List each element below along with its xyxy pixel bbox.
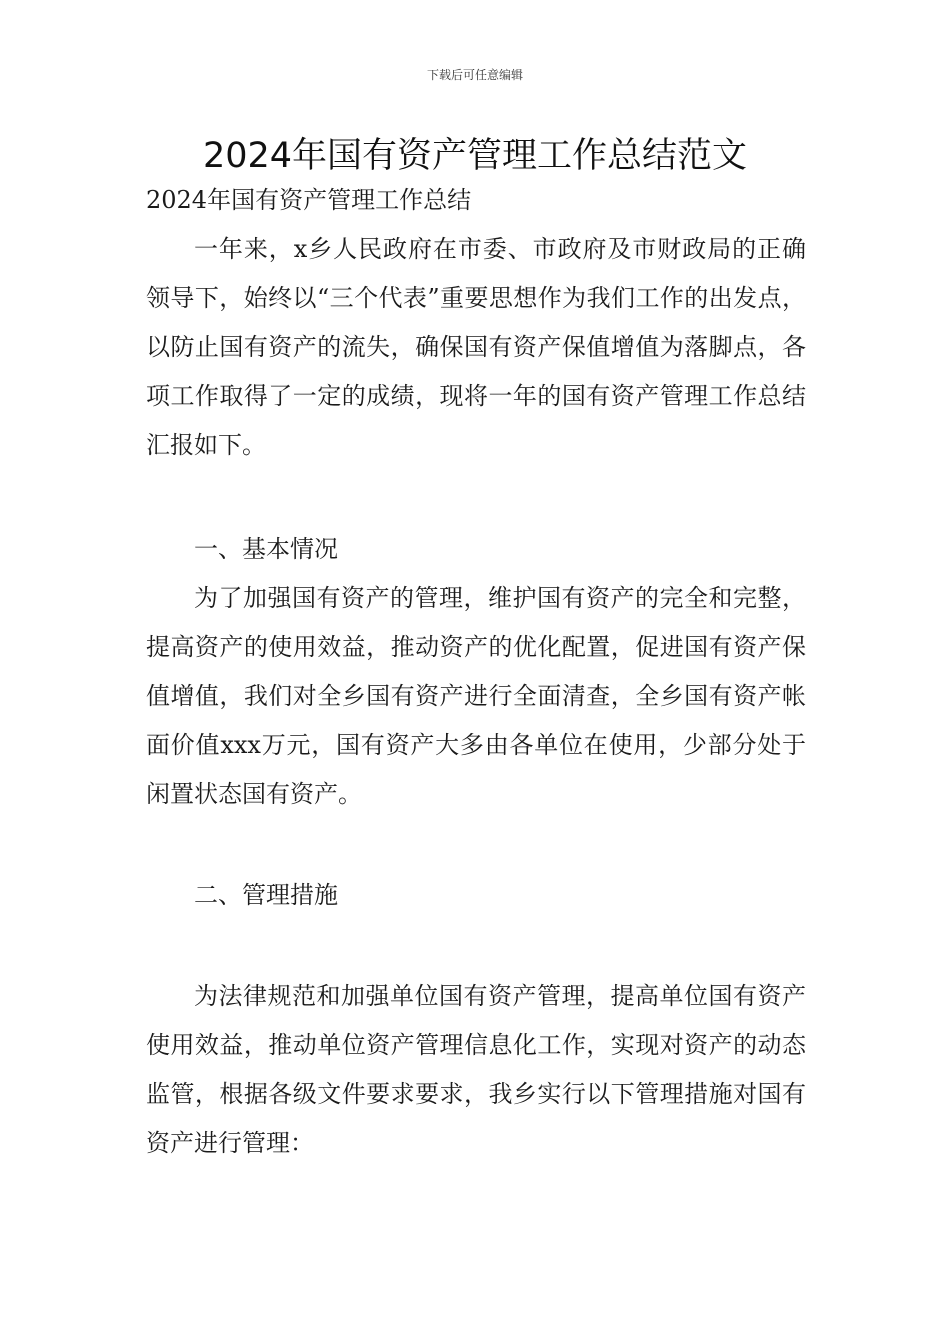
intro-paragraph: 一年来，x乡人民政府在市委、市政府及市财政局的正确领导下，始终以“三个代表”重要思想作为我们工作的出发点，以防止国有资产的流失，确保国有资产保值增值为落脚点，各项工作取得了一定的成绩，现将一年的国有资产管理工作总结汇报如下。 bbox=[146, 235, 806, 459]
management-measures-paragraph: 为法律规范和加强单位国有资产管理，提高单位国有资产使用效益，推动单位资产管理信息化工作，实现对资产的动态监管，根据各级文件要求要求，我乡实行以下管理措施对国有资产进行管理： bbox=[146, 982, 806, 1157]
document-subtitle: 2024年国有资产管理工作总结 bbox=[146, 186, 472, 214]
header-note: 下载后可任意编辑 bbox=[426, 68, 523, 82]
document-title: 2024年国有资产管理工作总结范文 bbox=[202, 136, 748, 176]
section-heading-management-measures: 二、管理措施 bbox=[194, 881, 338, 909]
basic-situation-paragraph: 为了加强国有资产的管理，维护国有资产的完全和完整，提高资产的使用效益，推动资产的优化配置，促进国有资产保值增值，我们对全乡国有资产进行全面清查，全乡国有资产帐面价值xxx万元，国有资产大多由各单位在使用，少部分处于闲置状态国有资产。 bbox=[146, 584, 806, 808]
section-heading-basic-situation: 一、基本情况 bbox=[194, 535, 338, 563]
